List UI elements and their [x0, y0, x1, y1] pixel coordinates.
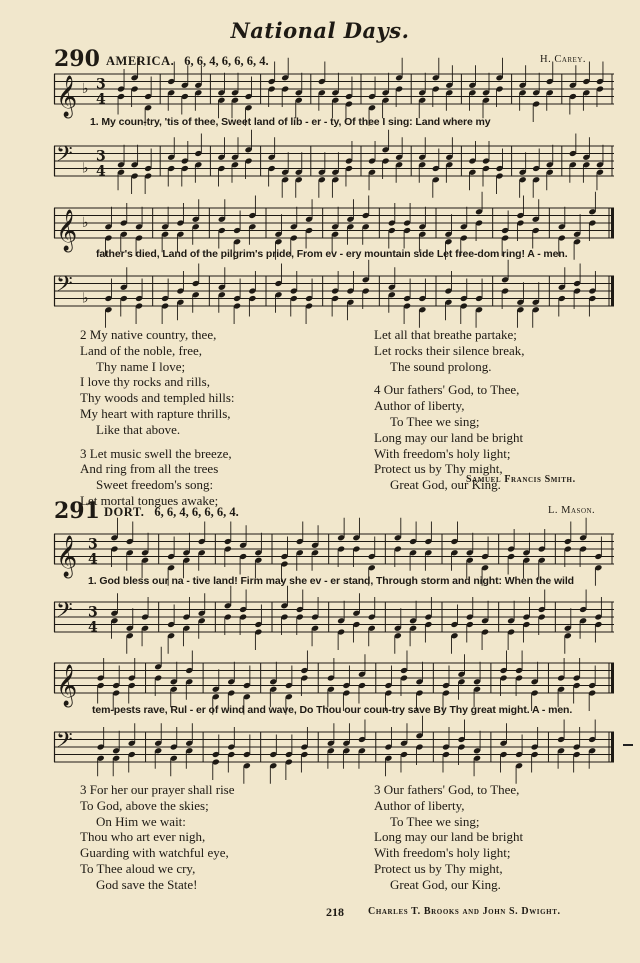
music-system-bass — [54, 730, 614, 764]
verse-line: 3 Our fathers' God, to Thee, — [374, 782, 520, 797]
verse-line: Protect us by Thy might, — [374, 860, 503, 876]
svg-text:♭: ♭ — [82, 81, 89, 97]
verse-column-left — [80, 327, 235, 509]
svg-text:𝄞: 𝄞 — [56, 665, 78, 706]
meter: 6, 6, 4, 6, 6, 6, 4. — [154, 505, 239, 519]
verse-line: Thou who art ever nigh, — [80, 829, 206, 845]
verse-line: Guarding with watchful eye, — [80, 845, 229, 861]
music-system-treble — [54, 661, 614, 706]
lyric-line: tem-pests rave, Rul - er of wind and wave, Do Thou our coun-try save By Thy great might. A - men. — [92, 704, 573, 716]
tune-name: DORT. — [104, 505, 145, 519]
tune-name: AMERICA. — [106, 54, 175, 68]
verse-line: Great God, our King. — [390, 477, 501, 493]
music-system-treble — [54, 72, 614, 117]
verse-line: Let all that breathe partake; — [374, 327, 517, 342]
verse-line: Protect us by Thy might, — [374, 461, 503, 477]
verse-line: Let rocks their silence break, — [374, 342, 525, 358]
verse-line: 2 My native country, thee, — [80, 327, 217, 342]
lyric-line: father's died, Land of the pilgrim's pride, From ev - ery mountain side Let free-dom ring! A - men. — [96, 248, 568, 260]
svg-text:𝄢: 𝄢 — [56, 728, 73, 758]
margin-mark — [623, 744, 633, 746]
verse-line: Thy woods and templed hills: — [80, 390, 235, 406]
music-system-treble — [54, 532, 614, 577]
svg-text:4: 4 — [96, 163, 106, 180]
music-system-bass — [54, 274, 614, 308]
verse-line: God save the State! — [96, 876, 198, 892]
music-system-treble — [54, 206, 614, 251]
hymn-author: Charles T. Brooks and John S. Dwight. — [368, 906, 561, 917]
verse-line: To Thee we sing; — [390, 813, 480, 829]
hymn-title-row — [106, 52, 269, 70]
svg-text:3: 3 — [88, 604, 98, 621]
svg-text:4: 4 — [88, 551, 98, 568]
svg-text:𝄞: 𝄞 — [56, 76, 78, 117]
svg-text:♭: ♭ — [82, 290, 89, 307]
verse-line: I love thy rocks and rills, — [80, 374, 210, 390]
verse-line: To Thee aloud we cry, — [80, 860, 196, 876]
composer: H. Carey. — [540, 54, 587, 65]
page-number: 218 — [326, 905, 344, 919]
svg-text:𝄞: 𝄞 — [56, 536, 78, 577]
verse-stanza — [80, 446, 235, 509]
hymn-number: 290 — [54, 46, 100, 72]
verse-stanza — [374, 782, 523, 893]
lyric-line: 1. God bless our na - tive land! Firm may she ev - er stand, Through storm and night: When the wild — [88, 575, 574, 587]
svg-text:𝄢: 𝄢 — [56, 272, 73, 302]
verse-line: Long may our land be bright — [374, 429, 524, 445]
verse-line: Thy name I love; — [96, 358, 186, 374]
verse-stanza — [80, 782, 235, 893]
verse-line: My heart with rapture thrills, — [80, 405, 231, 421]
svg-text:𝄞: 𝄞 — [56, 210, 78, 251]
verse-line: 3 For her our prayer shall rise — [80, 782, 235, 797]
verse-stanza — [374, 327, 525, 374]
svg-text:♭: ♭ — [82, 160, 89, 177]
verse-column-right — [374, 782, 523, 893]
verse-line: Land of the noble, free, — [80, 342, 203, 358]
verse-line: Great God, our King. — [390, 876, 501, 892]
music-system-bass — [54, 144, 614, 178]
hymn-author: Samuel Francis Smith. — [466, 474, 576, 485]
verse-column-left — [80, 782, 235, 893]
meter: 6, 6, 4, 6, 6, 6, 4. — [184, 54, 269, 68]
verse-line: To Thee we sing; — [390, 413, 480, 429]
svg-text:♭: ♭ — [82, 215, 89, 231]
svg-text:3: 3 — [88, 536, 98, 553]
hymn-title-row — [104, 503, 239, 521]
page-heading: National Days. — [230, 18, 410, 43]
lyric-line: 1. My coun-try, 'tis of thee, Sweet land of lib - er - ty, Of thee I sing: Land where my — [90, 116, 491, 128]
composer: L. Mason. — [548, 505, 596, 516]
verse-line: On Him we wait: — [96, 813, 186, 829]
verse-line: 4 Our fathers' God, to Thee, — [374, 382, 520, 398]
svg-text:𝄢: 𝄢 — [56, 142, 73, 172]
verse-line: To God, above the skies; — [80, 797, 209, 813]
verse-line: And ring from all the trees — [80, 461, 219, 477]
verse-line: With freedom's holy light; — [374, 845, 511, 861]
verse-line: Sweet freedom's song: — [96, 477, 214, 493]
verse-line: 3 Let music swell the breeze, — [80, 445, 232, 461]
verse-line: Long may our land be bright — [374, 829, 524, 845]
verse-line: Let mortal tongues awake; — [80, 492, 219, 508]
verse-line: With freedom's holy light; — [374, 445, 511, 461]
verse-line: Like that above. — [96, 421, 181, 437]
verse-line: Author of liberty, — [374, 398, 465, 414]
svg-text:𝄢: 𝄢 — [56, 598, 73, 628]
verse-stanza — [80, 327, 235, 438]
verse-line: The sound prolong. — [390, 358, 492, 374]
svg-text:3: 3 — [96, 76, 106, 93]
hymn-number: 291 — [54, 498, 100, 524]
svg-text:4: 4 — [96, 91, 106, 108]
verse-line: Author of liberty, — [374, 797, 465, 813]
verse-column-right — [374, 327, 525, 493]
svg-text:4: 4 — [88, 619, 98, 636]
svg-text:3: 3 — [96, 148, 106, 165]
music-system-bass — [54, 600, 614, 634]
